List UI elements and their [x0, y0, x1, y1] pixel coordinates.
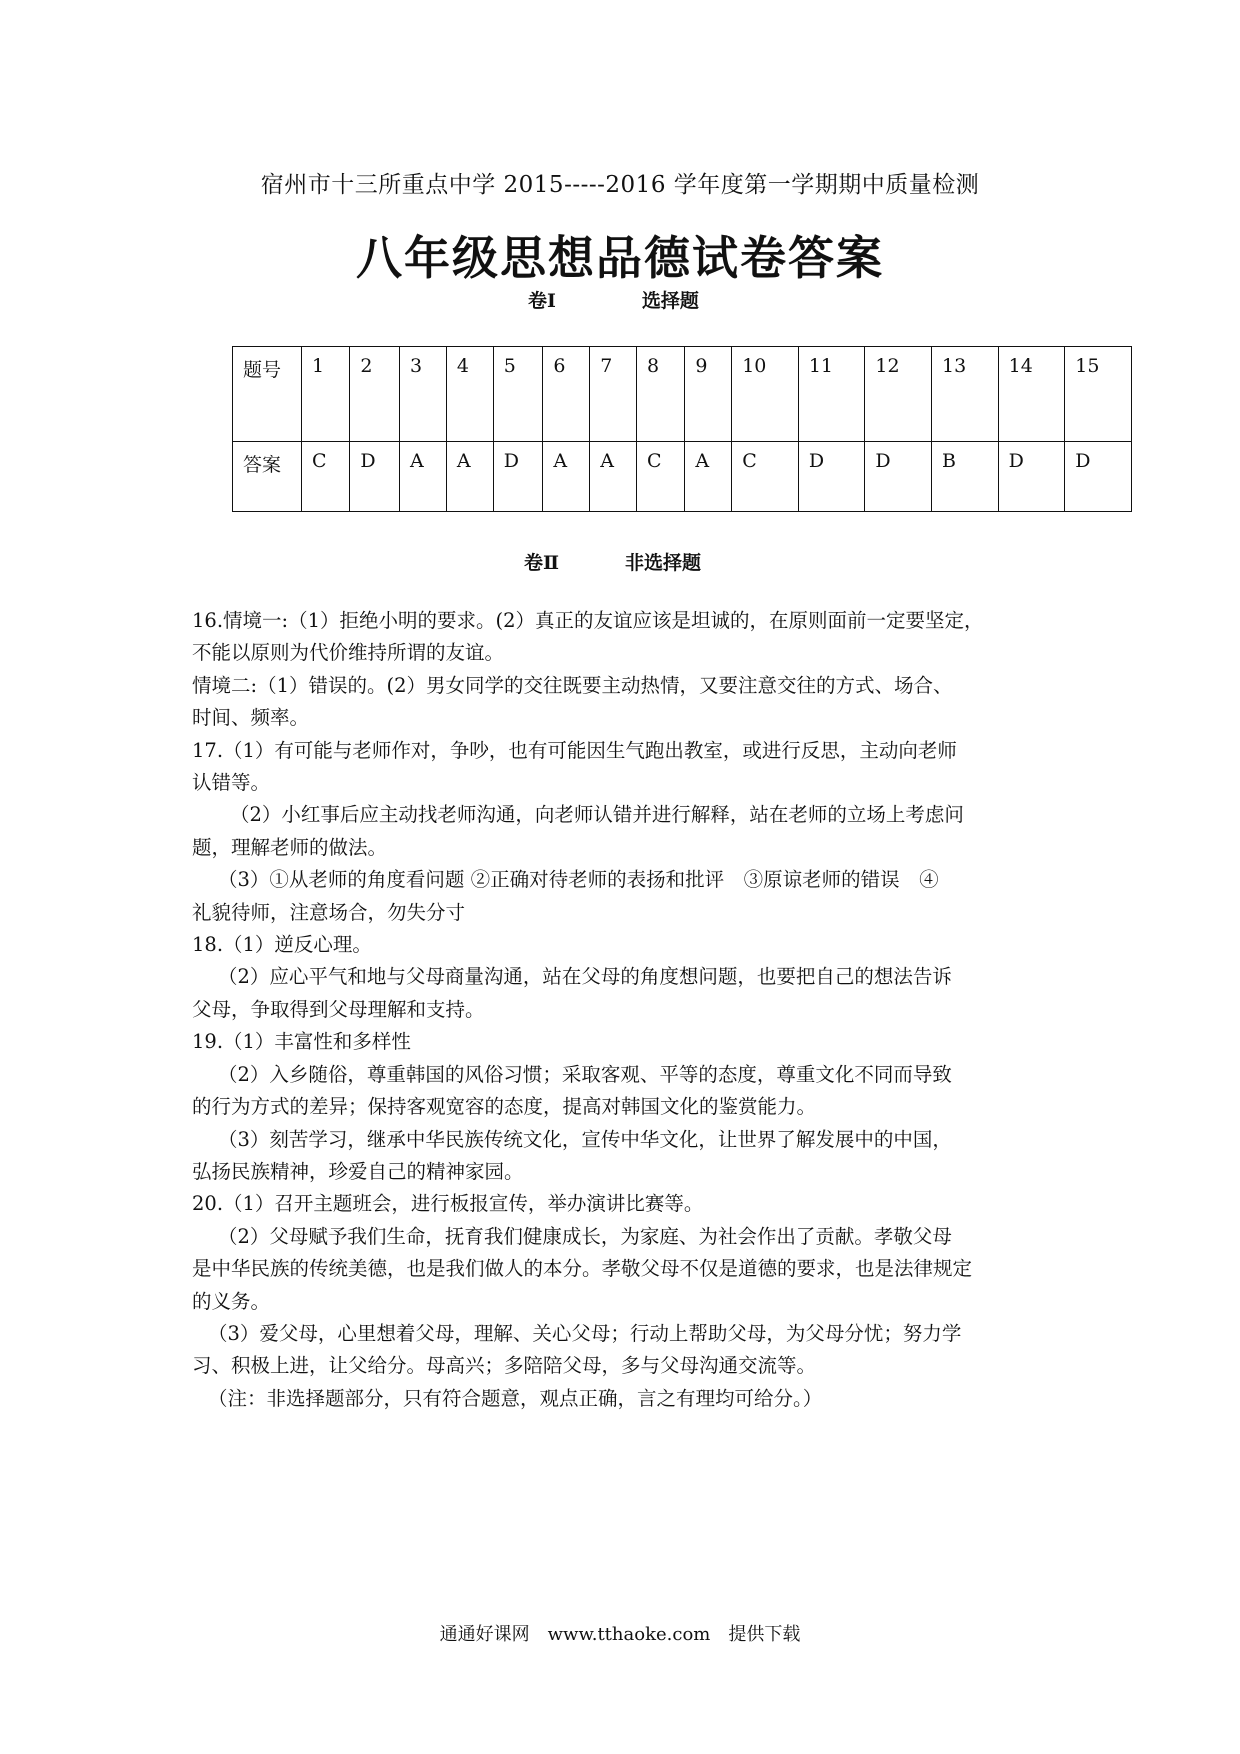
question-number-cell: 7	[590, 347, 637, 442]
answer-cell: C	[732, 442, 799, 512]
answer-line: 礼貌待师，注意场合，勿失分寸	[192, 900, 466, 924]
answer-cell: C	[302, 442, 350, 512]
answer-cell: B	[932, 442, 999, 512]
answer-cell: D	[350, 442, 400, 512]
question-number-cell: 5	[493, 347, 543, 442]
answer-cell: C	[637, 442, 685, 512]
answer-line: 的行为方式的差异；保持客观宽容的态度，提高对韩国文化的鉴赏能力。	[192, 1095, 817, 1119]
answer-line: 情境二:（1）错误的。(2）男女同学的交往既要主动热情，又要注意交往的方式、场合、	[192, 673, 953, 697]
answer-line: （2）入乡随俗，尊重韩国的风俗习惯；采取客观、平等的态度，尊重文化不同而导致	[218, 1062, 952, 1086]
answer-line: （3）爱父母，心里想着父母，理解、关心父母；行动上帮助父母，为父母分忧；努力学	[208, 1321, 962, 1345]
answer-line: 不能以原则为代价维持所谓的友谊。	[192, 641, 505, 665]
section-1-part: 卷Ⅰ	[528, 290, 556, 312]
answer-line: 时间、频率。	[192, 706, 310, 730]
row-header-number: 题号	[233, 347, 302, 442]
answer-cell: D	[865, 442, 932, 512]
page-title: 八年级思想品德试卷答案	[356, 231, 884, 285]
answer-cell: D	[493, 442, 543, 512]
question-number-cell: 14	[998, 347, 1065, 442]
question-number-cell: 3	[400, 347, 447, 442]
question-number-row	[233, 347, 1132, 442]
question-number-cell: 13	[932, 347, 999, 442]
section-2-name: 非选择题	[625, 552, 702, 574]
answer-line: 19.（1）丰富性和多样性	[192, 1030, 411, 1054]
answer-line: 的义务。	[192, 1289, 271, 1313]
question-number-cell: 1	[302, 347, 350, 442]
question-number-cell: 11	[798, 347, 865, 442]
question-number-cell: 12	[865, 347, 932, 442]
section-1-name: 选择题	[641, 290, 699, 312]
question-number-cell: 8	[637, 347, 685, 442]
question-number-cell: 9	[685, 347, 732, 442]
answer-line: （3）刻苦学习，继承中华民族传统文化，宣传中华文化，让世界了解发展中的中国，	[218, 1127, 952, 1151]
school-exam-line: 宿州市十三所重点中学 2015-----2016 学年度第一学期期中质量检测	[260, 172, 980, 198]
answer-body	[192, 605, 1060, 1415]
answer-cell: A	[590, 442, 637, 512]
footer-source: 通通好课网 www.tthaoke.com 提供下载	[439, 1624, 801, 1645]
row-header-answer: 答案	[233, 442, 302, 512]
answer-cell: A	[400, 442, 447, 512]
answer-cell: A	[543, 442, 590, 512]
answer-cell: D	[798, 442, 865, 512]
answer-line: 是中华民族的传统美德，也是我们做人的本分。孝敬父母不仅是道德的要求，也是法律规定	[192, 1257, 973, 1281]
answer-line: 习、积极上进，让父给分。母高兴；多陪陪父母，多与父母沟通交流等。	[192, 1354, 817, 1378]
section-1-heading	[528, 286, 699, 313]
answer-row	[233, 442, 1132, 512]
answer-cell: D	[998, 442, 1065, 512]
answer-line: 17.（1）有可能与老师作对，争吵，也有可能因生气跑出教室，或进行反思，主动向老师	[192, 738, 957, 762]
answer-line: 18.（1）逆反心理。	[192, 933, 372, 957]
answer-line: 20.（1）召开主题班会，进行板报宣传，举办演讲比赛等。	[192, 1192, 704, 1216]
answer-line: 弘扬民族精神，珍爱自己的精神家园。	[192, 1159, 524, 1183]
section-2-part: 卷Ⅱ	[524, 552, 560, 574]
answer-line: （2）小红事后应主动找老师沟通，向老师认错并进行解释，站在老师的立场上考虑问	[230, 803, 964, 827]
section-2-heading	[524, 548, 701, 575]
answer-line: （2）父母赋予我们生命，抚育我们健康成长，为家庭、为社会作出了贡献。孝敬父母	[218, 1224, 952, 1248]
question-number-cell: 10	[732, 347, 799, 442]
question-number-cell: 15	[1065, 347, 1132, 442]
answer-line: （2）应心平气和地与父母商量沟通，站在父母的角度想问题，也要把自己的想法告诉	[218, 965, 952, 989]
answer-line: 题，理解老师的做法。	[192, 835, 388, 859]
answer-line: （3）①从老师的角度看问题 ②正确对待老师的表扬和批评 ③原谅老师的错误 ④	[218, 868, 939, 892]
answer-cell: A	[685, 442, 732, 512]
answer-line: 认错等。	[192, 771, 271, 795]
answer-line: 父母，争取得到父母理解和支持。	[192, 997, 485, 1021]
answer-cell: D	[1065, 442, 1132, 512]
question-number-cell: 4	[446, 347, 493, 442]
answer-cell: A	[446, 442, 493, 512]
question-number-cell: 2	[350, 347, 400, 442]
question-number-cell: 6	[543, 347, 590, 442]
grading-note: （注：非选择题部分，只有符合题意，观点正确，言之有理均可给分。）	[208, 1386, 823, 1410]
answer-line: 16.情境一:（1）拒绝小明的要求。(2）真正的友谊应该是坦诚的，在原则面前一定要坚定，	[192, 609, 984, 632]
answer-table	[232, 346, 1132, 512]
